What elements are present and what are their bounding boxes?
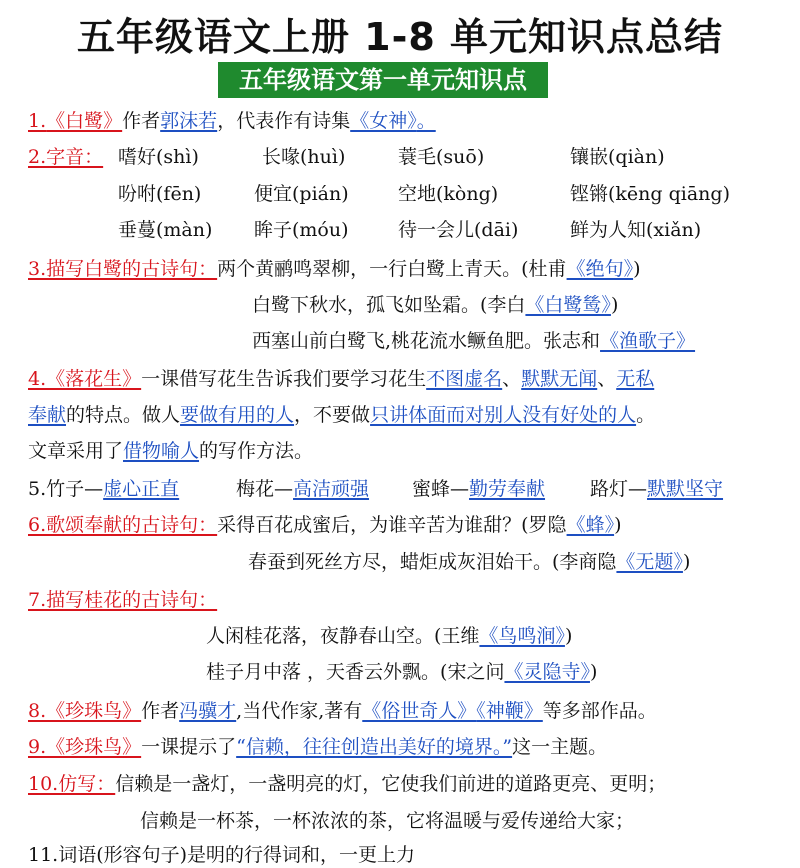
pron-word: 眸子(móu)	[254, 219, 349, 241]
text: 路灯—	[590, 478, 648, 500]
keyword: 借物喻人	[123, 440, 200, 462]
item-5b	[236, 476, 369, 502]
poem-row	[206, 659, 597, 685]
lesson-title: 8.《珍珠鸟》	[28, 700, 142, 722]
text: 梅花—	[236, 478, 294, 500]
imitation-line: 信赖是一杯茶，一杯浓浓的茶，它将温暖与爱传递给大家；	[140, 810, 635, 832]
text: ，代表作有诗集	[217, 110, 351, 132]
poem-line: 白鹭下秋水，孤飞如坠霜。(李白	[252, 294, 526, 316]
text: 蜜蜂—	[412, 478, 470, 500]
keyword: 勤劳奉献	[469, 478, 546, 500]
pron-word: 便宜(pián)	[254, 183, 349, 205]
poem-title: 《无题》	[616, 551, 683, 573]
text: )	[564, 625, 573, 647]
text: 5.竹子—	[28, 478, 104, 500]
poem-line: 桂子月中落 ，天香云外飘。(宋之问	[206, 661, 505, 683]
item-8	[28, 698, 657, 724]
pron-word: 铿锵(kēng qiāng)	[570, 183, 730, 205]
book-title: 《女神》	[350, 110, 417, 132]
pron-word: 吩咐(fēn)	[118, 183, 202, 205]
poem-label: 3.描写白鹭的古诗句：	[28, 258, 218, 280]
poem-title: 《白鹭鸶》	[525, 294, 611, 316]
text: 这一主题。	[512, 736, 608, 758]
pron-word: 镶嵌(qiàn)	[570, 146, 665, 168]
keyword: 只讲体面而对别人没有好处的人	[370, 404, 637, 426]
poem-label: 6.歌颂奉献的古诗句：	[28, 514, 218, 536]
theme-quote: “信赖，往往创造出美好的境界。”	[236, 736, 513, 758]
poem-title: 《灵隐寺》	[504, 661, 590, 683]
item-3	[28, 256, 641, 282]
pron-word: 长喙(huì)	[262, 146, 346, 168]
poem-row	[248, 549, 690, 575]
item-4-cont	[28, 438, 313, 464]
lesson-title: 《白鹭》	[46, 110, 123, 132]
book-title: 《俗世奇人》	[362, 700, 477, 722]
pron-word: 嗜好(shì)	[118, 146, 199, 168]
text: ，不要做	[294, 404, 371, 426]
pron-word: 鲜为人知(xiǎn)	[570, 219, 702, 241]
item-9	[28, 734, 607, 760]
text: 作者	[122, 110, 161, 132]
text: 、	[502, 368, 522, 390]
text: )	[633, 258, 641, 280]
poem-label: 7.描写桂花的古诗句：	[28, 589, 218, 611]
pron-word: 蓑毛(suō)	[398, 146, 485, 168]
pronunciation-label: 2.字音：	[28, 146, 104, 168]
page-title: 五年级语文上册 1-8 单元知识点总结	[76, 15, 724, 59]
text: 一课提示了	[141, 736, 237, 758]
poem-row	[252, 292, 618, 318]
keyword: 无私	[616, 368, 655, 390]
item-5c	[412, 476, 545, 502]
imitation-label: 10.仿写：	[28, 773, 116, 795]
item-5d	[590, 476, 723, 502]
text: 一课借写花生告诉我们要学习花生	[141, 368, 427, 390]
text: 等多部作品。	[542, 700, 657, 722]
text: 。	[416, 110, 436, 132]
item-11-partial: 11.词语(形容句子)是明的行得词和，一更上力	[28, 844, 416, 866]
poem-title: 《绝句》	[566, 258, 634, 280]
pron-word: 待一会儿(dāi)	[398, 219, 519, 241]
imitation-line: 信赖是一盏灯，一盏明亮的灯，它使我们前进的道路更亮、更明；	[115, 773, 667, 795]
unit-banner: 五年级语文第一单元知识点	[218, 62, 548, 98]
text: 作者	[141, 700, 180, 722]
author-name: 郭沫若	[160, 110, 218, 132]
text: ,当代作家,著有	[236, 700, 363, 722]
item-5a	[28, 476, 179, 502]
poem-line: 西塞山前白鹭飞,桃花流水鳜鱼肥。张志和	[252, 330, 601, 352]
text: )	[589, 661, 598, 683]
item-10	[28, 771, 666, 797]
keyword: 要做有用的人	[180, 404, 295, 426]
text: 的特点。做人	[66, 404, 181, 426]
pron-word: 垂蔓(màn)	[118, 219, 213, 241]
keyword: 奉献	[28, 404, 67, 426]
text: )	[614, 514, 622, 536]
lesson-title: 9.《珍珠鸟》	[28, 736, 142, 758]
item-6	[28, 512, 622, 538]
author-name: 冯骥才	[179, 700, 237, 722]
keyword: 默默无闻	[521, 368, 598, 390]
text: )	[682, 551, 691, 573]
text: 。	[636, 404, 656, 426]
text: 文章采用了	[28, 440, 124, 462]
keyword: 默默坚守	[647, 478, 724, 500]
poem-title: 《渔歌子》	[600, 330, 696, 352]
poem-title: 《鸟鸣涧》	[479, 625, 565, 647]
item-4-cont	[28, 402, 655, 428]
text: 、	[597, 368, 617, 390]
poem-line: 春蚕到死丝方尽，蜡炬成灰泪始干。(李商隐	[248, 551, 617, 573]
text: 的写作方法。	[199, 440, 314, 462]
poem-row	[206, 623, 572, 649]
poem-row	[252, 328, 695, 354]
item-4	[28, 366, 654, 392]
text: )	[610, 294, 619, 316]
poem-line: 人闲桂花落，夜静春山空。(王维	[206, 625, 480, 647]
poem-line: 两个黄鹂鸣翠柳，一行白鹭上青天。(杜甫	[217, 258, 567, 280]
poem-line: 采得百花成蜜后，为谁辛苦为谁甜？(罗隐	[217, 514, 567, 536]
book-title: 《神鞭》	[476, 700, 543, 722]
item-number: 1.	[28, 110, 47, 132]
lesson-title: 4.《落花生》	[28, 368, 142, 390]
keyword: 虚心正直	[103, 478, 180, 500]
keyword: 高洁顽强	[293, 478, 370, 500]
keyword: 不图虚名	[426, 368, 503, 390]
pron-word: 空地(kòng)	[398, 183, 499, 205]
item-1	[28, 108, 436, 134]
poem-title: 《蜂》	[566, 514, 615, 536]
